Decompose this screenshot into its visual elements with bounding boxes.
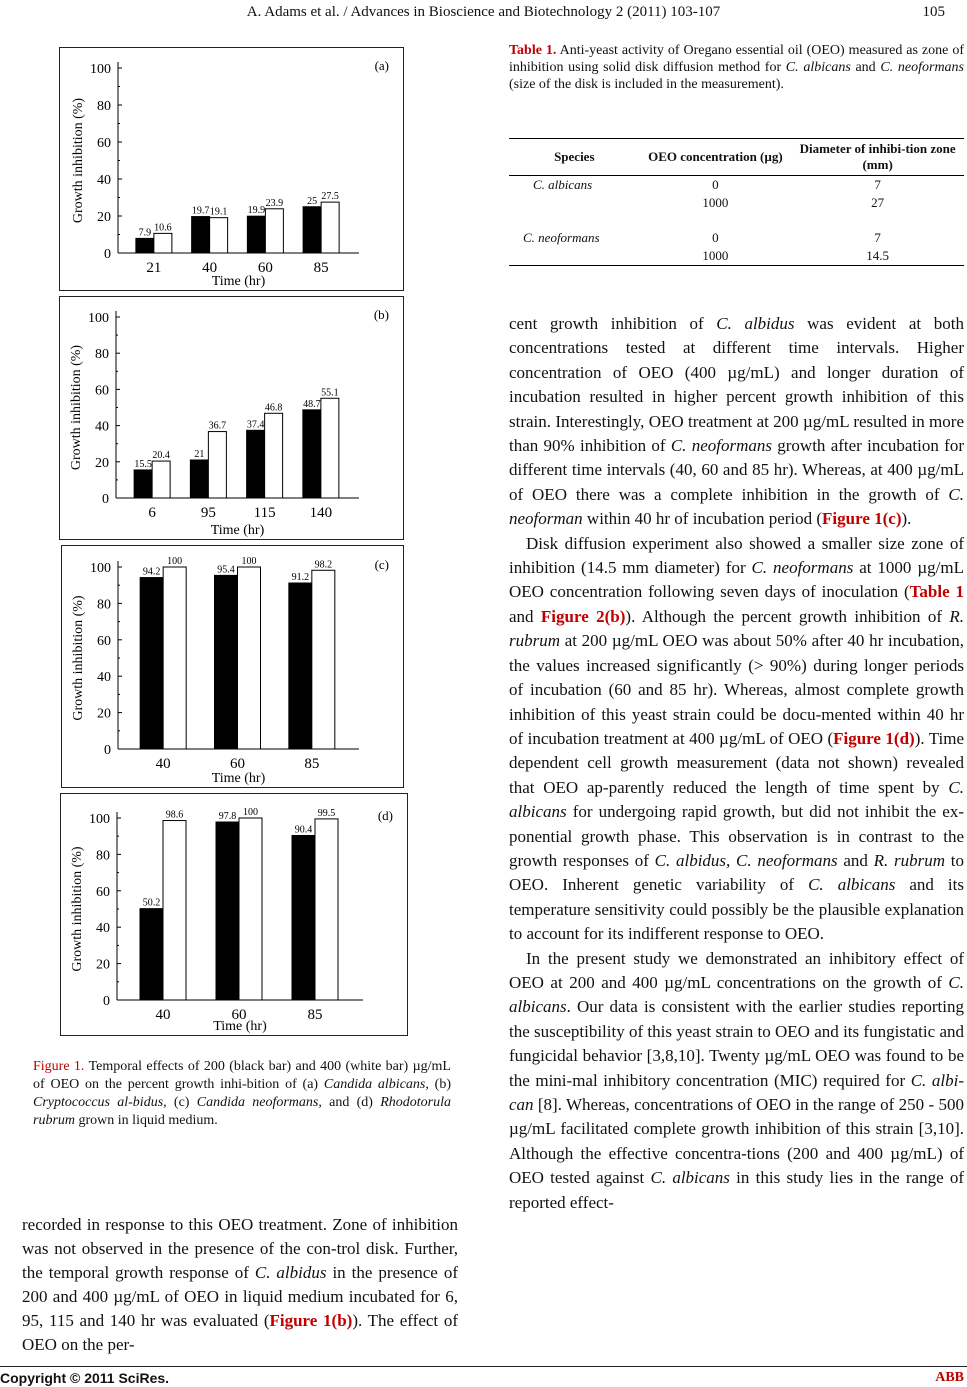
table-cell: C. albicans bbox=[533, 177, 593, 192]
table-cell: 0 bbox=[712, 177, 719, 192]
body-text: in this study lies in the range of reported effect- bbox=[509, 1168, 965, 1212]
y-tick-label: 40 bbox=[95, 419, 109, 435]
species-name: Candida neoformans bbox=[196, 1095, 319, 1110]
data-label: 36.7 bbox=[208, 420, 227, 432]
y-tick-label: 0 bbox=[103, 994, 110, 1009]
chart-panel-d bbox=[60, 793, 408, 1036]
bar-400 bbox=[210, 218, 228, 253]
table-cell: 0 bbox=[712, 230, 719, 245]
panel-label: (d) bbox=[377, 808, 393, 823]
data-table bbox=[509, 138, 964, 266]
data-label: 15.5 bbox=[134, 458, 152, 470]
y-tick-label: 0 bbox=[104, 247, 111, 262]
y-tick-label: 100 bbox=[88, 311, 109, 326]
x-tick-label: 85 bbox=[313, 260, 329, 276]
bar-200 bbox=[303, 410, 321, 498]
figure-ref-link[interactable]: Figure 2(b) bbox=[540, 606, 626, 626]
copyright: Copyright © 2011 SciRes. bbox=[0, 1370, 170, 1386]
table-header-diameter: Diameter of inhibi-tion zone (mm) bbox=[791, 139, 964, 176]
caption-text: grown in liquid medium. bbox=[75, 1113, 218, 1128]
data-label: 55.1 bbox=[321, 387, 339, 399]
x-tick-label: 21 bbox=[146, 260, 162, 276]
bar-200 bbox=[136, 238, 154, 253]
species-name: C. albidus bbox=[254, 1263, 327, 1282]
body-text: and its temperature sensitivity could possibly be the plausible explanation to account for its indifferent response to OEO. bbox=[509, 875, 964, 944]
chart-panel-c bbox=[61, 545, 404, 788]
y-tick-label: 60 bbox=[96, 884, 110, 900]
caption-text: (size of the disk is included in the measurement). bbox=[509, 77, 784, 92]
data-label: 19.7 bbox=[191, 205, 210, 217]
figure-caption bbox=[33, 1058, 451, 1130]
body-text: for undergoing rapid growth, but did not inhibit the ex-ponential growth phase. This observation is in contrast to the growth responses of bbox=[509, 802, 964, 870]
body-text: In the present study we demonstrated an inhibitory effect of OEO at 200 and 400 µg/mL concentrations on the growth of bbox=[509, 948, 964, 992]
data-label: 23.9 bbox=[265, 197, 284, 209]
body-text: to OEO. Inherent genetic variability of bbox=[509, 850, 965, 895]
chart-svg-b bbox=[60, 297, 403, 539]
table-row bbox=[509, 229, 964, 247]
y-tick-label: 60 bbox=[95, 383, 109, 399]
panel-label: (c) bbox=[374, 557, 389, 572]
data-label: 20.4 bbox=[152, 450, 170, 462]
y-tick-label: 80 bbox=[97, 99, 111, 114]
y-tick-label: 0 bbox=[102, 492, 109, 507]
species-name: C. albicans bbox=[509, 777, 964, 822]
bar-400 bbox=[154, 233, 172, 253]
species-name: C. neoformans bbox=[880, 60, 964, 75]
body-text: and bbox=[837, 850, 874, 870]
bar-200 bbox=[192, 217, 210, 253]
species-name: C. albicans bbox=[808, 875, 896, 895]
data-label: 19.9 bbox=[247, 205, 266, 217]
data-label: 100 bbox=[241, 556, 257, 567]
species-name: C. albidus bbox=[716, 314, 795, 333]
body-text: cent growth inhibition of bbox=[509, 314, 717, 333]
body-text: within 40 hr of incubation period ( bbox=[582, 509, 823, 529]
bar-400 bbox=[152, 461, 170, 498]
caption-text: , and (d) bbox=[318, 1095, 381, 1110]
table-header-concentration: OEO concentration (µg) bbox=[640, 139, 792, 176]
species-name: R. rubrum bbox=[509, 606, 964, 651]
table-cell: 27 bbox=[871, 195, 885, 210]
body-text: ). Although the percent growth inhibition of bbox=[625, 606, 950, 626]
bar-200 bbox=[292, 835, 315, 1000]
bar-200 bbox=[289, 583, 312, 749]
body-text: was evident at both concentrations tested at different time intervals. Higher concentration of OEO (400 µg/mL) and longer duration of incubation resulted in higher percent growth inhibition of this strain. Interestingly, OEO treatment at 200 µg/mL resulted in more than 90% inhibition of bbox=[509, 314, 964, 456]
data-label: 50.2 bbox=[142, 897, 161, 909]
x-axis-label: Time (hr) bbox=[210, 523, 265, 538]
y-tick-label: 40 bbox=[97, 670, 111, 686]
y-tick-label: 100 bbox=[89, 812, 110, 827]
body-text: ). Time dependent cell growth measurement (data not shown) revealed that OEO ap-parently reduced the length of time spent by bbox=[509, 728, 965, 797]
table-cell: 7 bbox=[874, 177, 881, 192]
species-name: C. albicans bbox=[509, 972, 964, 1017]
table-cell: C. neoformans bbox=[523, 230, 600, 245]
y-tick-label: 40 bbox=[96, 921, 110, 937]
bar-200 bbox=[134, 470, 152, 498]
y-tick-label: 20 bbox=[95, 455, 109, 471]
x-tick-label: 40 bbox=[155, 756, 171, 772]
caption-text: and bbox=[850, 60, 881, 75]
y-axis-label: Growth inhibition (%) bbox=[70, 846, 85, 972]
bar-400 bbox=[163, 567, 186, 749]
species-name: Candida albicans bbox=[323, 1077, 426, 1092]
bar-400 bbox=[239, 818, 262, 1000]
chart-svg-a bbox=[60, 48, 403, 290]
data-label: 90.4 bbox=[294, 824, 313, 836]
species-name: R. rubrum bbox=[873, 850, 946, 870]
body-text: at 200 µg/mL OEO was about 50% after 40 hr incubation, the values increased significantly (> 90%) during longer periods of incubation (60 and 85 hr). Whereas, almost complete growth inhibition of this yeast strain could be docu-mented within 40 hr of incubation treatment at 400 µg/mL of OEO ( bbox=[509, 631, 964, 748]
bar-200 bbox=[215, 575, 238, 749]
species-name: C. neoformans bbox=[670, 436, 772, 456]
data-label: 100 bbox=[243, 807, 258, 818]
left-body-text bbox=[22, 1213, 458, 1357]
x-axis-label: Time (hr) bbox=[211, 274, 266, 289]
species-name: C. neoforman bbox=[509, 484, 964, 529]
figure-label: Figure 1. bbox=[33, 1059, 85, 1074]
y-tick-label: 60 bbox=[97, 136, 111, 151]
data-label: 48.7 bbox=[303, 398, 321, 410]
bar-200 bbox=[140, 909, 163, 1000]
journal-abbrev: ABB bbox=[935, 1370, 964, 1385]
y-tick-label: 80 bbox=[95, 347, 109, 363]
right-body-text bbox=[509, 312, 964, 1215]
caption-text: , (b) bbox=[425, 1077, 451, 1092]
y-tick-label: 100 bbox=[90, 62, 111, 77]
table-header-species: Species bbox=[509, 139, 640, 176]
table-cell bbox=[509, 247, 640, 266]
body-text: ). The effect of OEO on the per- bbox=[22, 1311, 458, 1354]
species-name: C. albi-can bbox=[509, 1070, 964, 1114]
bar-200 bbox=[303, 207, 321, 253]
body-text: growth after incubation for different time intervals (40, 60 and 85 hr). Whereas, at 400 µg/mL of OEO there was a complete inhibition in the growth of bbox=[509, 436, 964, 504]
data-label: 19.1 bbox=[209, 206, 228, 218]
body-text: and bbox=[509, 606, 541, 626]
species-name: Cryptococcus al-bidus bbox=[33, 1095, 164, 1110]
bar-400 bbox=[208, 432, 226, 498]
y-tick-label: 20 bbox=[97, 706, 111, 722]
y-tick-label: 20 bbox=[96, 957, 110, 973]
bar-400 bbox=[238, 567, 261, 749]
paragraph bbox=[509, 532, 964, 947]
body-text: at 1000 µg/mL OEO concentration following seven days of inoculation ( bbox=[509, 558, 964, 602]
bar-400 bbox=[315, 819, 338, 1000]
y-tick-label: 0 bbox=[104, 743, 111, 758]
bar-200 bbox=[140, 578, 163, 749]
figure-ref-link[interactable]: Figure 1(d) bbox=[833, 728, 915, 748]
paragraph bbox=[509, 312, 964, 532]
x-tick-label: 6 bbox=[148, 505, 156, 521]
paragraph bbox=[509, 947, 964, 1215]
bar-400 bbox=[265, 413, 283, 498]
x-tick-label: 40 bbox=[155, 1007, 171, 1023]
data-label: 7.9 bbox=[138, 227, 152, 239]
y-tick-label: 80 bbox=[97, 597, 111, 613]
y-tick-label: 20 bbox=[97, 210, 111, 225]
x-tick-label: 140 bbox=[309, 505, 333, 521]
species-name: C. albicans bbox=[650, 1168, 730, 1188]
chart-panel-a bbox=[59, 47, 404, 291]
bar-400 bbox=[321, 398, 339, 498]
table-cell: 1000 bbox=[640, 247, 792, 266]
data-label: 94.2 bbox=[142, 566, 161, 578]
bar-400 bbox=[321, 202, 339, 253]
body-text: [8]. Whereas, concentrations of OEO in the range of 250 - 500 µg/mL facilitated complete growth inhibition of this strain [3,10]. Although the effective concentra-tions (200 and 400 µg/mL) of OEO tested against bbox=[509, 1095, 964, 1188]
table-ref-link[interactable]: Table 1 bbox=[909, 582, 964, 602]
chart-panel-b bbox=[59, 296, 404, 540]
y-tick-label: 60 bbox=[97, 633, 111, 649]
species-name: C. albicans bbox=[785, 60, 851, 75]
species-name: Rhodotorula rubrum bbox=[33, 1095, 452, 1128]
bar-200 bbox=[216, 822, 239, 1000]
bar-200 bbox=[247, 216, 265, 253]
species-name: C. albidus bbox=[654, 850, 727, 870]
table-row bbox=[509, 194, 964, 229]
body-text: , bbox=[726, 850, 737, 870]
caption-text: , (c) bbox=[163, 1095, 197, 1110]
y-tick-label: 40 bbox=[97, 173, 111, 188]
figure-ref-link[interactable]: Figure 1(c) bbox=[822, 509, 902, 529]
caption-text: Anti-yeast activity of Oregano essential oil (OEO) measured as zone of inhibition using solid disk diffusion method for bbox=[509, 43, 964, 75]
y-axis-label: Growth inhibition (%) bbox=[71, 595, 86, 721]
body-text: recorded in response to this OEO treatment. Zone of inhibition was not observed in the presence of the con-trol disk. Further, the temporal growth response of bbox=[22, 1215, 458, 1282]
bar-400 bbox=[265, 209, 283, 253]
body-text: . Our data is consistent with the earlier studies reporting the susceptibility of this yeast strain to OEO and its fungistatic and fungicidal behavior [3,8,10]. Twenty µg/mL OEO was found to be the mini-mal inhibitory concentration (MIC) required for bbox=[509, 997, 964, 1090]
table-cell: 14.5 bbox=[791, 247, 964, 266]
data-label: 10.6 bbox=[154, 222, 172, 234]
body-text: Disk diffusion experiment also showed a smaller size zone of inhibition (14.5 mm diameter) for bbox=[509, 533, 964, 578]
running-header bbox=[0, 4, 967, 21]
y-tick-label: 100 bbox=[90, 561, 111, 576]
panel-label: (b) bbox=[373, 307, 389, 322]
running-title: A. Adams et al. / Advances in Bioscience and Biotechnology 2 (2011) 103-107 bbox=[246, 4, 721, 20]
x-tick-label: 60 bbox=[230, 756, 245, 772]
species-name: C. neoformans bbox=[736, 850, 838, 870]
caption-text: Temporal effects of 200 (black bar) and 400 (white bar) µg/mL of OEO on the percent growth inhi-bition of (a) bbox=[33, 1059, 451, 1092]
data-label: 37.4 bbox=[246, 419, 265, 431]
data-label: 100 bbox=[167, 556, 183, 567]
table-row bbox=[509, 247, 964, 266]
page-footer bbox=[0, 1366, 967, 1387]
panel-label: (a) bbox=[374, 58, 389, 73]
bar-200 bbox=[247, 430, 265, 498]
table-cell: 7 bbox=[874, 230, 881, 245]
data-label: 91.2 bbox=[291, 572, 310, 584]
x-tick-label: 95 bbox=[200, 505, 216, 521]
chart-svg-d bbox=[61, 794, 407, 1035]
x-tick-label: 115 bbox=[253, 505, 276, 521]
data-label: 27.5 bbox=[321, 191, 339, 203]
x-axis-label: Time (hr) bbox=[213, 1019, 267, 1034]
x-axis-label: Time (hr) bbox=[211, 771, 266, 786]
y-axis-label: Growth inhibition (%) bbox=[71, 97, 86, 224]
data-label: 98.6 bbox=[165, 809, 184, 821]
data-label: 21 bbox=[194, 448, 205, 460]
bar-200 bbox=[190, 460, 208, 498]
chart-svg-c bbox=[62, 546, 403, 787]
page-number: 105 bbox=[922, 4, 945, 20]
x-tick-label: 85 bbox=[304, 756, 320, 772]
table-label: Table 1. bbox=[509, 43, 557, 58]
bar-400 bbox=[312, 570, 335, 749]
data-label: 98.2 bbox=[314, 559, 333, 571]
figure-ref-link[interactable]: Figure 1(b) bbox=[269, 1311, 353, 1330]
data-label: 97.8 bbox=[218, 811, 237, 823]
data-label: 95.4 bbox=[217, 564, 235, 576]
data-label: 46.8 bbox=[264, 402, 283, 414]
table-row bbox=[509, 176, 964, 195]
table-caption bbox=[509, 42, 964, 93]
body-text: in the presence of 200 and 400 µg/mL of OEO in liquid medium incubated for 6, 95, 115 and 140 hr was evaluated ( bbox=[22, 1263, 458, 1330]
x-tick-label: 60 bbox=[257, 260, 273, 276]
x-tick-label: 40 bbox=[202, 260, 218, 276]
species-name: C. neoformans bbox=[751, 558, 854, 578]
bar-400 bbox=[163, 821, 186, 1000]
body-text: ). bbox=[901, 509, 912, 529]
table-cell bbox=[509, 194, 640, 229]
y-axis-label: Growth inhibition (%) bbox=[69, 344, 84, 471]
x-tick-label: 85 bbox=[307, 1007, 323, 1023]
y-tick-label: 80 bbox=[96, 848, 110, 864]
x-tick-label: 60 bbox=[231, 1007, 247, 1023]
data-label: 99.5 bbox=[317, 807, 336, 819]
data-label: 25 bbox=[307, 195, 318, 207]
table-cell: 1000 bbox=[702, 195, 729, 210]
